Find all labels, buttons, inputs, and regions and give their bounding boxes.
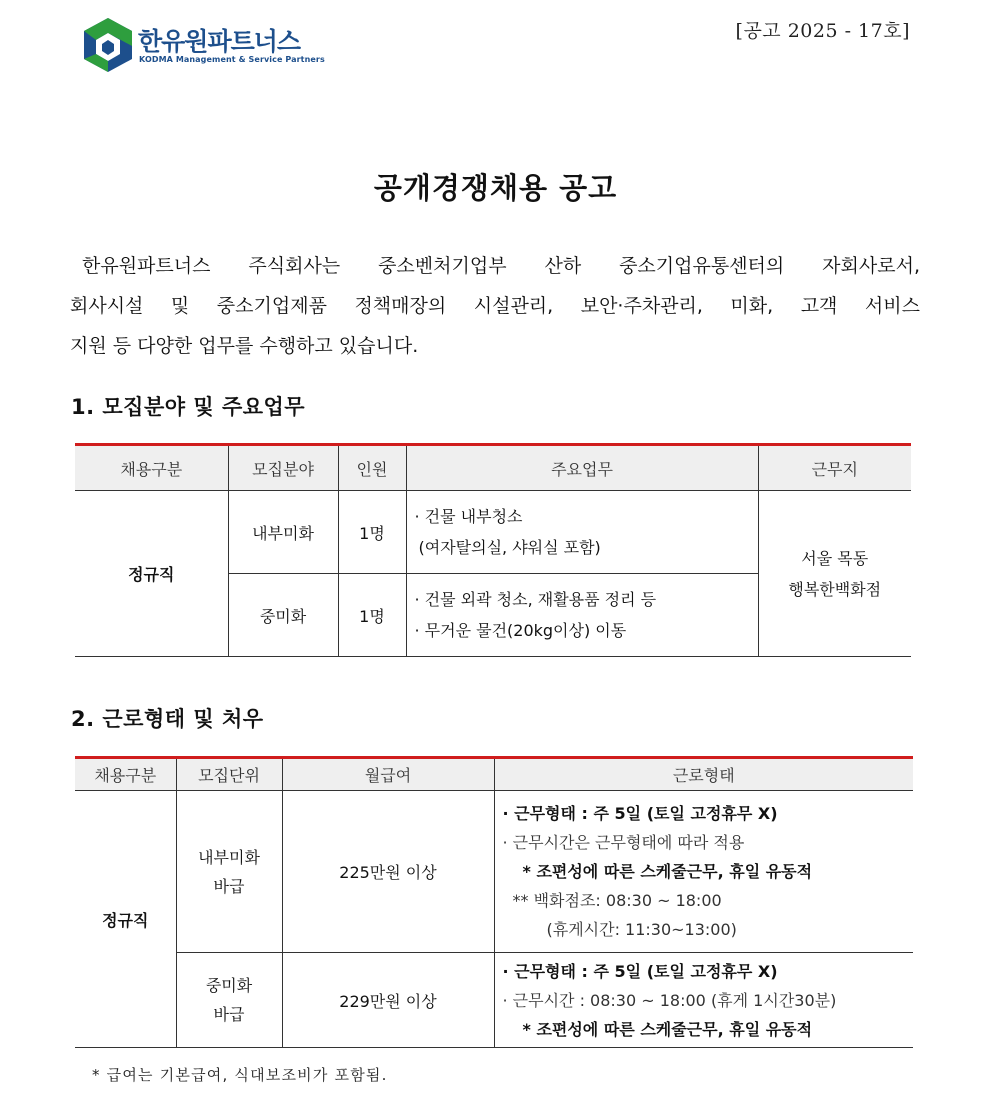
section1-heading: 1. 모집분야 및 주요업무 — [71, 395, 306, 419]
col-header-unit: 모집단위 — [176, 758, 282, 791]
logo-subtitle: KODMA Management & Service Partners — [139, 55, 325, 64]
work-line: · 근무형태 : 주 5일 (토일 고정휴무 X) — [502, 804, 778, 823]
duty-cell — [406, 491, 758, 574]
intro-line-3: 지원 등 다양한 업무를 수행하고 있습니다. — [70, 335, 419, 357]
unit-cell — [176, 791, 282, 953]
unit-line: 바급 — [213, 1005, 245, 1024]
table-row — [75, 791, 913, 953]
col-header-field: 모집분야 — [228, 445, 338, 491]
logo-hexagon-icon — [82, 16, 134, 74]
work-line: · 근무형태 : 주 5일 (토일 고정휴무 X) — [502, 961, 778, 981]
intro-line-2: 회사시설 및 중소기업제품 정책매장의 시설관리, 보안·주차관리, 미화, 고객 서비스 — [70, 295, 920, 317]
page-title: 공개경쟁채용 공고 — [373, 171, 618, 205]
company-logo — [82, 16, 325, 76]
duty-cell — [406, 574, 758, 657]
work-line: * 조편성에 따른 스케줄근무, 휴일 유동적 — [522, 862, 813, 881]
col-header-duty: 주요업무 — [406, 445, 758, 491]
table-row — [75, 953, 913, 1048]
working-conditions-table — [75, 756, 913, 1048]
workplace-cell — [758, 491, 911, 657]
intro-paragraph — [70, 246, 920, 366]
work-line: · 근무시간은 근무형태에 따라 적용 — [502, 833, 745, 852]
workplace-line: 서울 목동 — [801, 548, 869, 568]
unit-line: 바급 — [213, 876, 245, 896]
recruitment-table — [75, 443, 911, 657]
intro-line-1: 한유원파트너스 주식회사는 중소벤처기업부 산하 중소기업유통센터의 자회사로서, — [82, 255, 920, 277]
unit-line: 내부미화 — [198, 847, 260, 867]
category-cell: 정규직 — [75, 491, 228, 657]
count-cell: 1명 — [338, 574, 406, 657]
category-cell: 정규직 — [75, 791, 176, 1048]
work-type-cell — [494, 953, 913, 1048]
duty-line: · 건물 내부청소 — [414, 507, 523, 526]
work-line: ** 백화점조: 08:30 ~ 18:00 — [512, 891, 722, 910]
salary-cell: 229만원 이상 — [282, 953, 494, 1048]
duty-line: (여자탈의실, 샤워실 포함) — [418, 538, 601, 557]
work-line: * 조편성에 따른 스케줄근무, 휴일 유동적 — [522, 1019, 813, 1039]
workplace-line: 행복한백화점 — [788, 579, 882, 599]
table-row — [75, 491, 911, 574]
col-header-count: 인원 — [338, 445, 406, 491]
field-cell: 내부미화 — [228, 491, 338, 574]
col-header-salary: 월급여 — [282, 758, 494, 791]
col-header-workplace: 근무지 — [758, 445, 911, 491]
work-type-cell — [494, 791, 913, 953]
duty-line: · 무거운 물건(20kg이상) 이동 — [414, 621, 627, 640]
field-cell: 중미화 — [228, 574, 338, 657]
salary-footnote: * 급여는 기본급여, 식대보조비가 포함됨. — [92, 1066, 388, 1084]
duty-line: · 건물 외곽 청소, 재활용품 정리 등 — [414, 590, 657, 609]
work-line: · 근무시간 : 08:30 ~ 18:00 (휴게 1시간30분) — [502, 990, 837, 1010]
section2-heading: 2. 근로형태 및 처우 — [71, 707, 264, 731]
col-header-work-type: 근로형태 — [494, 758, 913, 791]
unit-line: 중미화 — [205, 976, 253, 995]
unit-cell — [176, 953, 282, 1048]
salary-cell: 225만원 이상 — [282, 791, 494, 953]
notice-number: [공고 2025 - 17호] — [735, 20, 910, 42]
col-header-category: 채용구분 — [75, 445, 228, 491]
work-line: (휴게시간: 11:30~13:00) — [546, 920, 737, 939]
logo-title: 한유원파트너스 — [138, 27, 301, 56]
col-header-category: 채용구분 — [75, 758, 176, 791]
count-cell: 1명 — [338, 491, 406, 574]
